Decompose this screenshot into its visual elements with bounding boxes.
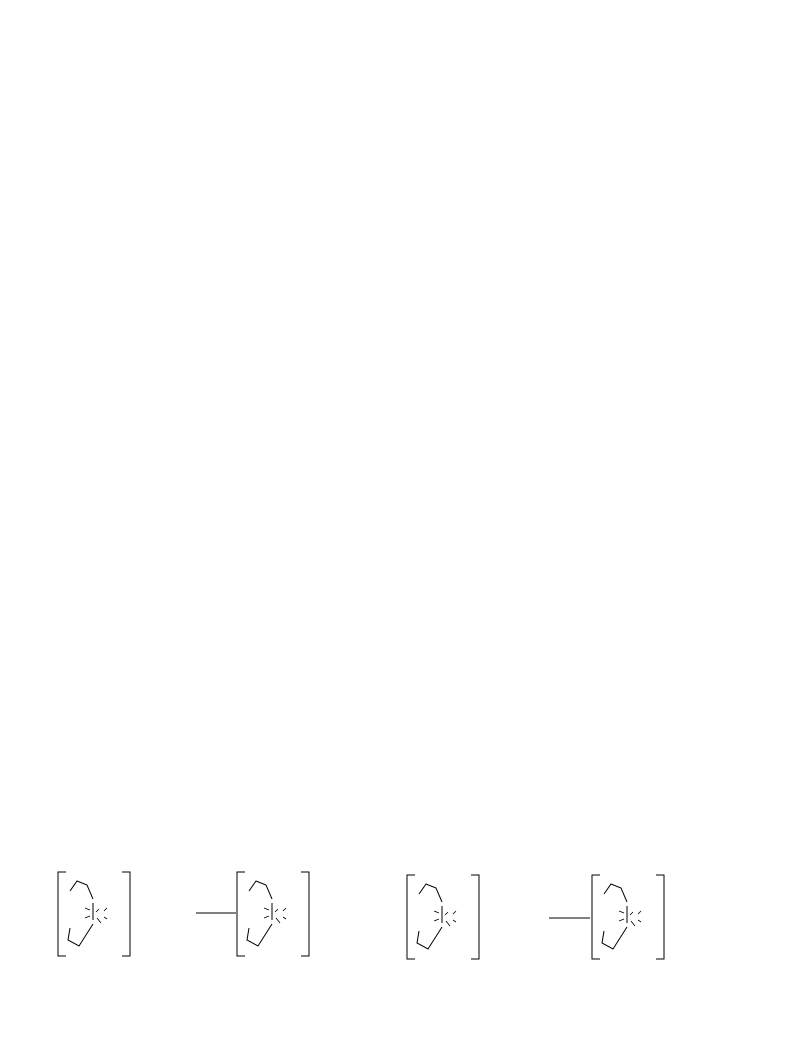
- structure-2: [237, 872, 309, 956]
- structure-4: [592, 875, 664, 959]
- upper-ring-bond: [419, 884, 442, 902]
- structure-1: [58, 872, 130, 956]
- hash-bond-6: [453, 920, 456, 922]
- hash-bond-3: [96, 909, 99, 912]
- hash-bond-5: [283, 908, 286, 911]
- hash-bond-4: [631, 921, 635, 926]
- right-bracket: [301, 872, 309, 956]
- hash-bond-3: [275, 909, 278, 912]
- hash-bond-1: [619, 911, 624, 913]
- hash-bond-6: [283, 917, 286, 919]
- hash-bond-4: [276, 918, 280, 923]
- hash-bond-1: [434, 911, 439, 913]
- left-bracket: [592, 875, 600, 959]
- hash-bond-6: [638, 920, 641, 922]
- lower-ring-bond: [68, 924, 93, 946]
- hash-bond-1: [264, 908, 269, 910]
- hash-bond-5: [104, 908, 107, 911]
- left-bracket: [237, 872, 245, 956]
- hash-bond-2: [85, 916, 90, 918]
- hash-bond-4: [446, 921, 450, 926]
- structures-layer: [58, 872, 664, 959]
- left-bracket: [407, 875, 415, 959]
- hash-bond-1: [85, 908, 90, 910]
- arrows-layer: [196, 913, 590, 918]
- hash-bond-2: [434, 919, 439, 921]
- hash-bond-5: [453, 911, 456, 914]
- right-bracket: [656, 875, 664, 959]
- hash-bond-6: [104, 917, 107, 919]
- hash-bond-4: [97, 918, 101, 923]
- left-bracket: [58, 872, 66, 956]
- right-bracket: [471, 875, 479, 959]
- hash-bond-5: [638, 911, 641, 914]
- lower-ring-bond: [602, 927, 627, 949]
- structure-3: [407, 875, 479, 959]
- upper-ring-bond: [604, 884, 627, 902]
- hash-bond-2: [264, 916, 269, 918]
- lower-ring-bond: [417, 927, 442, 949]
- hash-bond-3: [630, 912, 633, 915]
- hash-bond-3: [445, 912, 448, 915]
- upper-ring-bond: [70, 881, 93, 899]
- hash-bond-2: [619, 919, 624, 921]
- upper-ring-bond: [249, 881, 272, 899]
- lower-ring-bond: [247, 924, 272, 946]
- right-bracket: [122, 872, 130, 956]
